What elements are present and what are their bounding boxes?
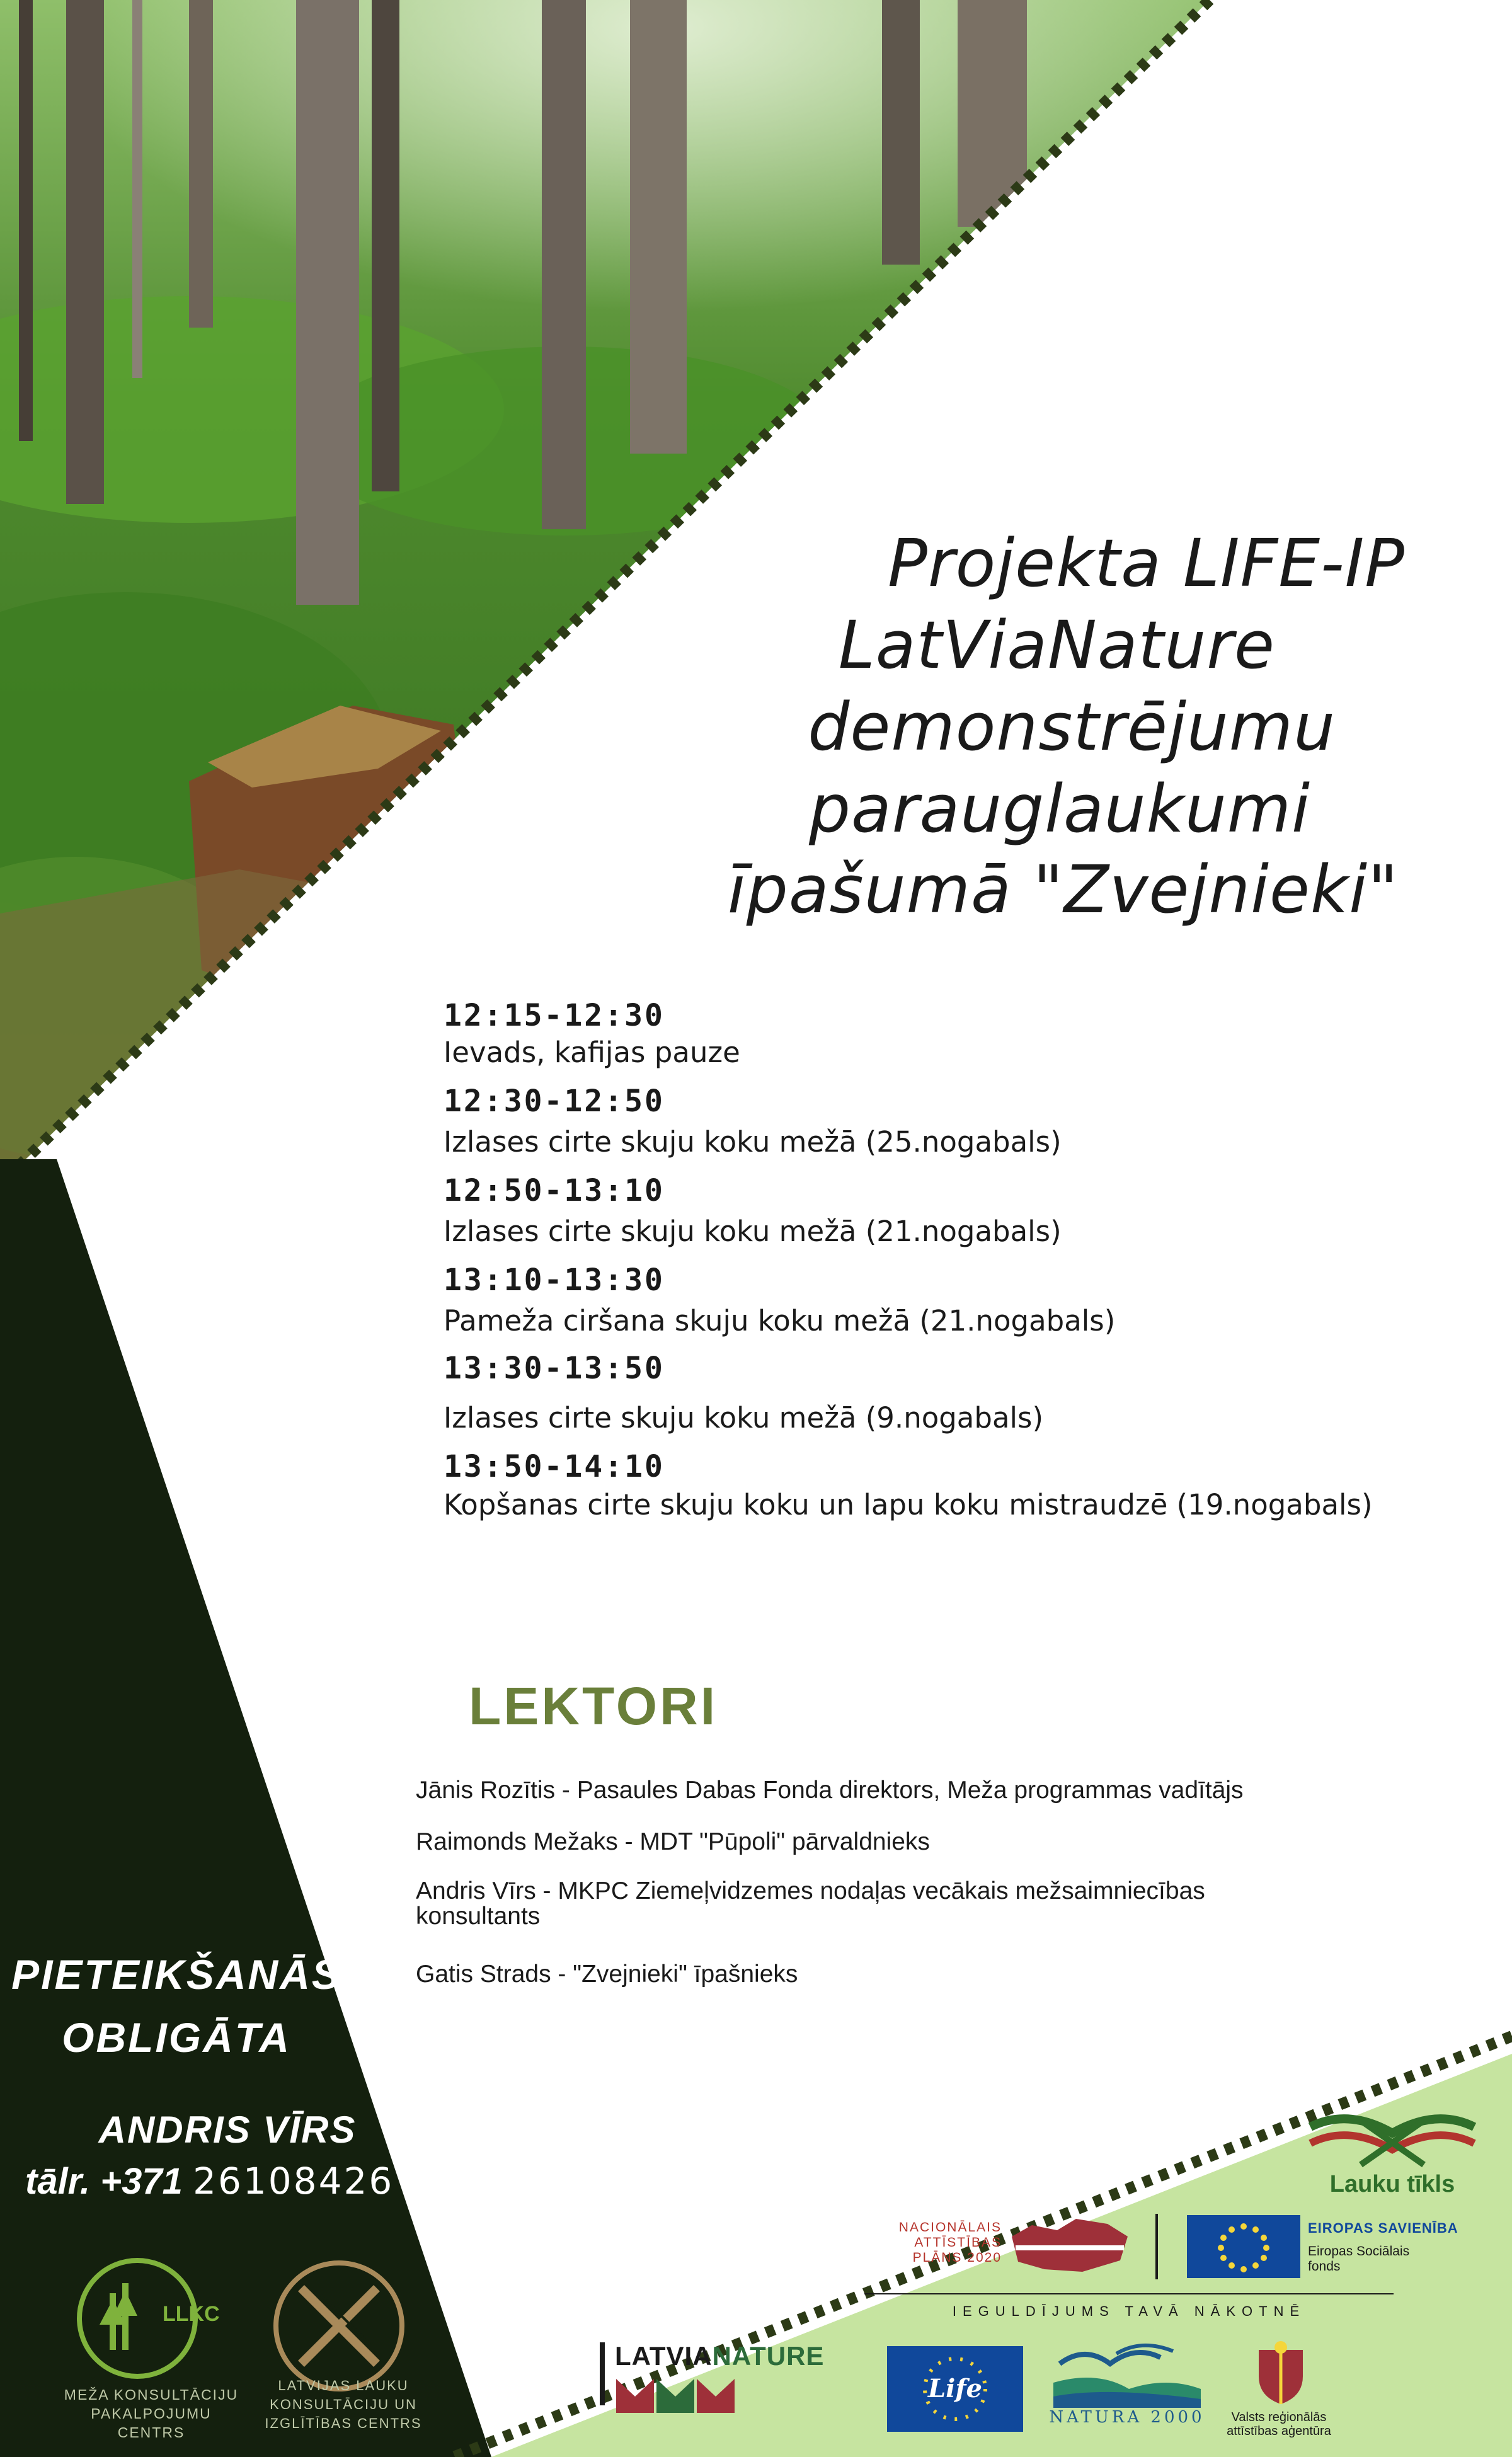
natura-logo — [1047, 2339, 1207, 2427]
natura-label: NATURA 2000 — [1049, 2408, 1205, 2427]
lektori-heading: LEKTORI — [469, 1676, 718, 1736]
nap-line: PLĀNS 2020 — [912, 2250, 1002, 2265]
latvianature-mark-icon — [616, 2375, 736, 2413]
title-line-3: demonstrējumu — [808, 689, 1336, 765]
coat-of-arms-icon — [1246, 2339, 1315, 2408]
eu-fund — [1308, 2244, 1409, 2274]
mkpc-initials: LLKC — [163, 2302, 220, 2326]
llkc-caption-line: LATVIJAS LAUKU — [278, 2378, 409, 2393]
eu-title: EIROPAS SAVIENĪBA — [1308, 2220, 1458, 2236]
nap-text — [882, 2220, 1002, 2265]
mkpc-caption-line: MEŽA KONSULTĀCIJU — [64, 2386, 239, 2403]
schedule-desc: Izlases cirte skuju koku mežā (9.nogabals) — [444, 1401, 1044, 1435]
schedule-time: 13:50-14:10 — [444, 1449, 665, 1484]
investment-tagline: IEGULDĪJUMS TAVĀ NĀKOTNĒ — [952, 2303, 1306, 2319]
crossed-tools-icon — [270, 2257, 408, 2395]
registration-line-2: OBLIGĀTA — [62, 2014, 291, 2061]
lauku-tikls-logo — [1304, 2108, 1480, 2196]
life-label: Life — [928, 2374, 982, 2403]
lector-item: Gatis Strads - "Zvejnieki" īpašnieks — [416, 1961, 798, 1988]
agency-line: attīstības aģentūra — [1227, 2424, 1331, 2438]
agency-caption — [1216, 2410, 1342, 2438]
schedule-time: 12:15-12:30 — [444, 998, 665, 1033]
schedule-desc: Izlases cirte skuju koku mežā (25.nogabals) — [444, 1125, 1062, 1159]
dark-panel — [0, 1159, 491, 2457]
natura-birds-icon — [1047, 2339, 1207, 2414]
agency-line: Valsts reģionālās — [1231, 2410, 1327, 2424]
lector-item: Jānis Rozītis - Pasaules Dabas Fonda direktors, Meža programmas vadītājs — [416, 1777, 1244, 1804]
schedule-desc: Kopšanas cirte skuju koku un lapu koku mistraudzē (19.nogabals) — [444, 1488, 1373, 1521]
latvia-map-icon — [1007, 2211, 1133, 2281]
llkc-logo — [270, 2257, 408, 2395]
schedule-time: 12:30-12:50 — [444, 1084, 665, 1119]
wave-logo-icon — [1304, 2108, 1480, 2177]
schedule-desc: Pameža ciršana skuju koku mežā (21.nogabals) — [444, 1304, 1116, 1337]
mkpc-caption-line: PAKALPOJUMU CENTRS — [91, 2405, 212, 2441]
schedule-time: 13:10-13:30 — [444, 1263, 665, 1298]
schedule-time: 13:30-13:50 — [444, 1351, 665, 1386]
tagline-divider — [864, 2293, 1394, 2294]
eu-fund-line: Eiropas Sociālais — [1308, 2244, 1410, 2259]
schedule-desc: Ievads, kafijas pauze — [444, 1036, 740, 1069]
lector-item: Raimonds Mežaks - MDT "Pūpoli" pārvaldnieks — [416, 1828, 930, 1855]
logo-divider — [1155, 2214, 1158, 2279]
latvianature-bar — [600, 2342, 605, 2405]
contact-name: ANDRIS VĪRS — [98, 2109, 357, 2151]
mkpc-caption — [57, 2385, 246, 2442]
life-logo — [887, 2346, 1023, 2432]
contact-phone — [25, 2160, 394, 2202]
eu-flag — [1187, 2215, 1300, 2278]
title-line-2: LatViaNature — [838, 607, 1275, 684]
title-line-1: Projekta LIFE-IP — [888, 525, 1405, 602]
llkc-caption-line: IZGLĪTĪBAS CENTRS — [265, 2415, 422, 2431]
phone-number: 26108426 — [193, 2160, 394, 2202]
llkc-caption — [252, 2376, 435, 2433]
nap-line: ATTĪSTĪBAS — [914, 2235, 1002, 2250]
schedule-desc: Izlases cirte skuju koku mežā (21.nogabals) — [444, 1215, 1062, 1248]
latvianature-wordmark — [615, 2341, 824, 2371]
phone-label: tālr. +371 — [25, 2161, 183, 2202]
latvianature-part-b: NATURE — [712, 2341, 825, 2371]
lauku-tikls-label: Lauku tīkls — [1329, 2171, 1455, 2197]
latvianature-part-a: LATVIA — [615, 2341, 713, 2371]
lector-item: Andris Vīrs - MKPC Ziemeļvidzemes nodaļas vecākais mežsaimniecības konsultants — [416, 1877, 1205, 1930]
title-line-5: īpašumā "Zvejnieki" — [727, 851, 1399, 928]
eu-fund-line: fonds — [1308, 2259, 1341, 2274]
title-line-4: parauglaukumi — [808, 770, 1310, 847]
schedule-time: 12:50-13:10 — [444, 1173, 665, 1208]
mkpc-logo — [74, 2255, 220, 2381]
registration-line-1: PIETEIKŠANĀS — [11, 1951, 341, 1998]
llkc-caption-line: KONSULTĀCIJU UN — [270, 2397, 417, 2412]
eu-stars-icon — [1187, 2215, 1300, 2278]
nap-line: NACIONĀLAIS — [898, 2220, 1002, 2235]
